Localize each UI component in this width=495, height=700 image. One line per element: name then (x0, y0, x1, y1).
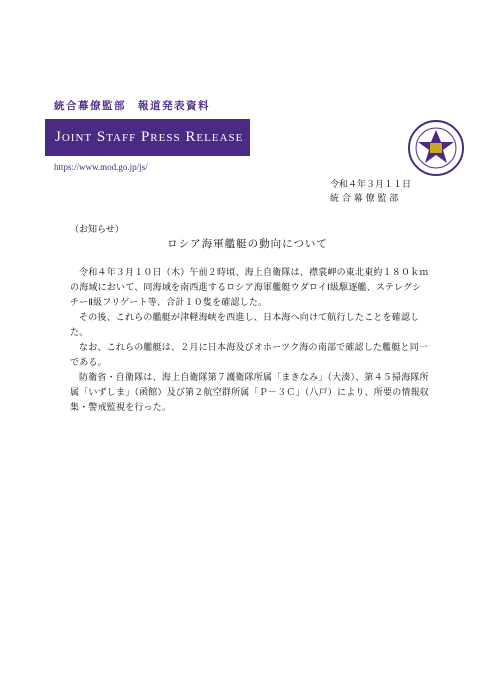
notice-label: （お知らせ） (70, 225, 124, 235)
paragraph: 防衛省・自衛隊は、海上自衛隊第７護衛隊所属「まきなみ」（大湊）、第４５掃海隊所属「いずしま」（函館）及び第２航空群所属「Ｐ－３Ｃ」（八戸）により、所要の情報収集・警戒監視を行った。 (70, 373, 430, 413)
press-release-header: 統合幕僚監部 報道発表資料 (54, 100, 210, 112)
paragraph: なお、これらの艦艇は、２月に日本海及びオホーツク海の南部で確認した艦艇と同一である。 (70, 343, 429, 368)
release-date: 令和４年３月１１日 (330, 180, 412, 190)
release-date-block (330, 178, 411, 206)
press-release-banner (45, 119, 250, 156)
document-title: ロシア海軍艦艇の動向について (167, 238, 328, 250)
issuer: 統 合 幕 僚 監 部 (330, 194, 399, 204)
banner-text: Joint Staff Press Release (55, 129, 244, 145)
paragraph: 令和４年３月１０日（木）午前２時頃、海上自衛隊は、襟裳岬の東北東約１８０ｋｍの海域において、同海域を南西進するロシア海軍艦艇ウダロイⅠ級駆逐艦、ステレグシチーⅡ級フリゲート等、合計１０隻を確認した。 (70, 268, 429, 308)
document-body (70, 266, 430, 416)
joint-staff-emblem-icon (408, 120, 464, 176)
paragraph: その後、これらの艦艇が津軽海峡を西進し、日本海へ向けて航行したことを確認した。 (70, 313, 420, 338)
website-link[interactable]: https://www.mod.go.jp/js/ (54, 162, 148, 172)
